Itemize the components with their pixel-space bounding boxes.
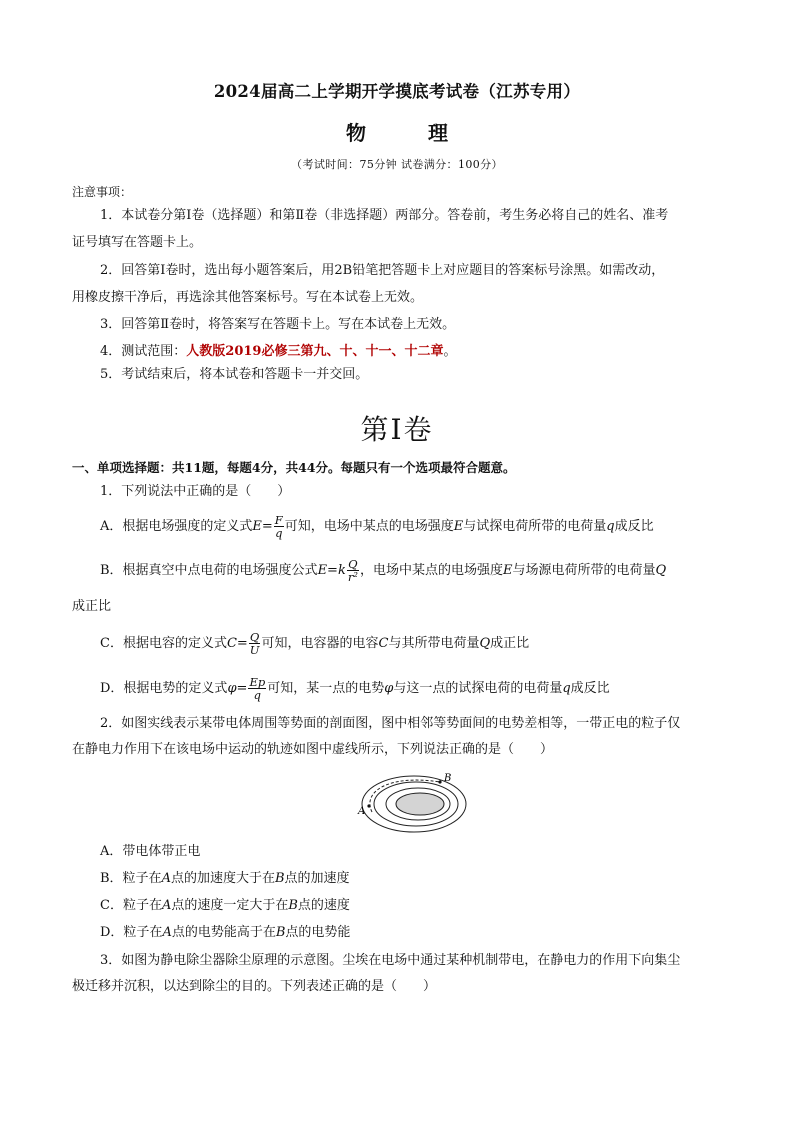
point-a-label: A (358, 806, 366, 817)
q2-c-text-3: 点的速度 (297, 898, 350, 913)
q1-b-var-q: Q (655, 563, 667, 578)
exam-title: 2024届高二上学期开学摸底考试卷（江苏专用） (213, 82, 581, 101)
q1-b-text-3: 与场源电荷所带的电荷量 (512, 563, 656, 578)
note-3: 3．回答第Ⅱ卷时，将答案写在答题卡上。写在本试卷上无效。 (100, 317, 456, 332)
note-2-line-1: 2．回答第Ⅰ卷时，选出每小题答案后，用2B铅笔把答题卡上对应题目的答案标号涂黑。如需改动， (100, 263, 665, 278)
q2-c-text-2: 点的速度一定大于在 (171, 898, 289, 913)
q1-d-text-2: 可知，某一点的电势 (267, 681, 385, 696)
exam-info: （考试时间：75分钟 试卷满分：100分） (291, 158, 503, 171)
q1-b-var-e: E (502, 563, 513, 578)
q1-a-fraction (274, 514, 284, 539)
q2-stem-line-1: 2．如图实线表示某带电体周围等势面的剖面图，图中相邻等势面间的电势差相等，一带正电的粒子仅 (100, 716, 681, 731)
q2-b-text-3: 点的加速度 (284, 871, 350, 886)
q1-a-var-e: E (453, 519, 464, 534)
q1-b-text: B．根据真空中点电荷的电场强度公式 (100, 563, 318, 578)
q2-c-point-b: B (288, 898, 298, 913)
q2-d-text-3: 点的电势能 (285, 925, 351, 940)
note-4-suffix: 。 (443, 344, 457, 359)
q3-stem-line-2: 极迁移并沉积，以达到除尘的目的。下列表述正确的是（ ） (72, 979, 437, 994)
notes-heading: 注意事项： (72, 185, 133, 199)
q2-option-a: A．带电体带正电 (100, 844, 201, 859)
section-title: 一、单项选择题：共11题，每题4分，共44分。每题只有一个选项最符合题意。 (72, 460, 516, 475)
note-4 (72, 343, 760, 361)
q1-d-formula-lhs: φ= (227, 681, 248, 696)
note-1-line-2: 证号填写在答题卡上。 (72, 235, 203, 250)
q1-d-text-3: 与这一点的试探电荷的电荷量 (393, 681, 563, 696)
q2-d-text: D．粒子在 (100, 925, 163, 940)
note-4-prefix: 4．测试范围： (100, 344, 187, 359)
q1-b-formula-lhs: E=k (317, 563, 346, 578)
q1-a-text: A．根据电场强度的定义式 (100, 519, 253, 534)
q1-c-text: C．根据电容的定义式 (100, 636, 227, 651)
q1-b-fraction (347, 558, 359, 583)
part-title: 第Ⅰ卷 (360, 413, 434, 446)
subject-char-1: 物 (346, 121, 366, 145)
q1-a-formula-lhs: E= (252, 519, 273, 534)
q1-b-denominator: r² (347, 570, 358, 584)
q1-c-text-2: 可知，电容器的电容 (261, 636, 379, 651)
q1-a-text-3: 与试探电荷所带的电荷量 (463, 519, 607, 534)
q1-a-denominator: q (275, 526, 283, 540)
q2-c-text: C．粒子在 (100, 898, 162, 913)
q1-d-text-4: 成反比 (570, 681, 610, 696)
q1-option-a (100, 514, 654, 539)
q2-b-text: B．粒子在 (100, 871, 162, 886)
q1-b-numerator: Q (348, 557, 358, 571)
q2-d-point-b: B (275, 925, 286, 940)
q1-d-denominator: q (253, 688, 261, 702)
q1-d-numerator: Ep (249, 675, 266, 689)
q1-c-var-q: Q (479, 636, 491, 651)
q1-a-text-2: 可知，电场中某点的电场强度 (284, 519, 454, 534)
q1-option-d (100, 676, 610, 701)
note-5: 5．考试结束后，将本试卷和答题卡一并交回。 (100, 367, 369, 382)
q1-c-var-c: C (378, 636, 389, 651)
q1-a-text-4: 成反比 (614, 519, 654, 534)
q1-c-formula-lhs: C= (226, 636, 248, 651)
q1-d-var-q: q (562, 681, 571, 696)
q2-d-text-2: 点的电势能高于在 (171, 925, 276, 940)
q2-b-point-a: A (161, 871, 171, 886)
point-b-dot (438, 780, 441, 783)
equipotential-figure (348, 770, 470, 834)
subject-title (0, 117, 794, 146)
q1-d-fraction (248, 676, 266, 701)
q2-option-c (100, 897, 350, 915)
subject-char-2: 理 (428, 121, 448, 145)
q1-a-numerator: F (274, 513, 283, 527)
q1-d-var-phi: φ (384, 681, 394, 696)
q1-c-text-3: 与其所带电荷量 (388, 636, 480, 651)
q1-b-text-2: ，电场中某点的电场强度 (359, 563, 503, 578)
q2-option-b (100, 870, 350, 888)
q2-d-point-a: A (162, 925, 172, 940)
q1-c-denominator: U (249, 643, 260, 657)
q2-stem-line-2: 在静电力作用下在该电场中运动的轨迹如图中虚线所示，下列说法正确的是（ ） (72, 742, 554, 757)
point-a-dot (367, 804, 370, 807)
q1-option-b-cont: 成正比 (72, 599, 112, 614)
q2-b-text-2: 点的加速度大于在 (170, 871, 275, 886)
q1-c-fraction (249, 631, 261, 656)
q2-c-point-a: A (161, 898, 172, 913)
q1-c-numerator: Q (249, 630, 260, 644)
q1-stem: 1．下列说法中正确的是（ ） (100, 484, 291, 499)
note-2-line-2: 用橡皮擦干净后，再选涂其他答案标号。写在本试卷上无效。 (72, 290, 424, 305)
point-b-label: B (444, 773, 452, 784)
test-range: 人教版2019必修三第九、十、十一、十二章 (186, 344, 444, 359)
q1-c-text-4: 成正比 (490, 636, 530, 651)
note-1-line-1: 1．本试卷分第Ⅰ卷（选择题）和第Ⅱ卷（非选择题）两部分。答卷前，考生务必将自己的姓名、准考 (100, 208, 669, 223)
q1-d-text: D．根据电势的定义式 (100, 681, 228, 696)
q2-b-point-b: B (274, 871, 285, 886)
q3-stem-line-1: 3．如图为静电除尘器除尘原理的示意图。尘埃在电场中通过某种机制带电，在静电力的作用下向集尘 (100, 953, 681, 968)
q1-option-c (100, 631, 529, 656)
q1-a-var-q: q (606, 519, 615, 534)
q2-option-d (100, 924, 350, 942)
q1-option-b (100, 558, 666, 583)
charged-body (396, 793, 444, 815)
